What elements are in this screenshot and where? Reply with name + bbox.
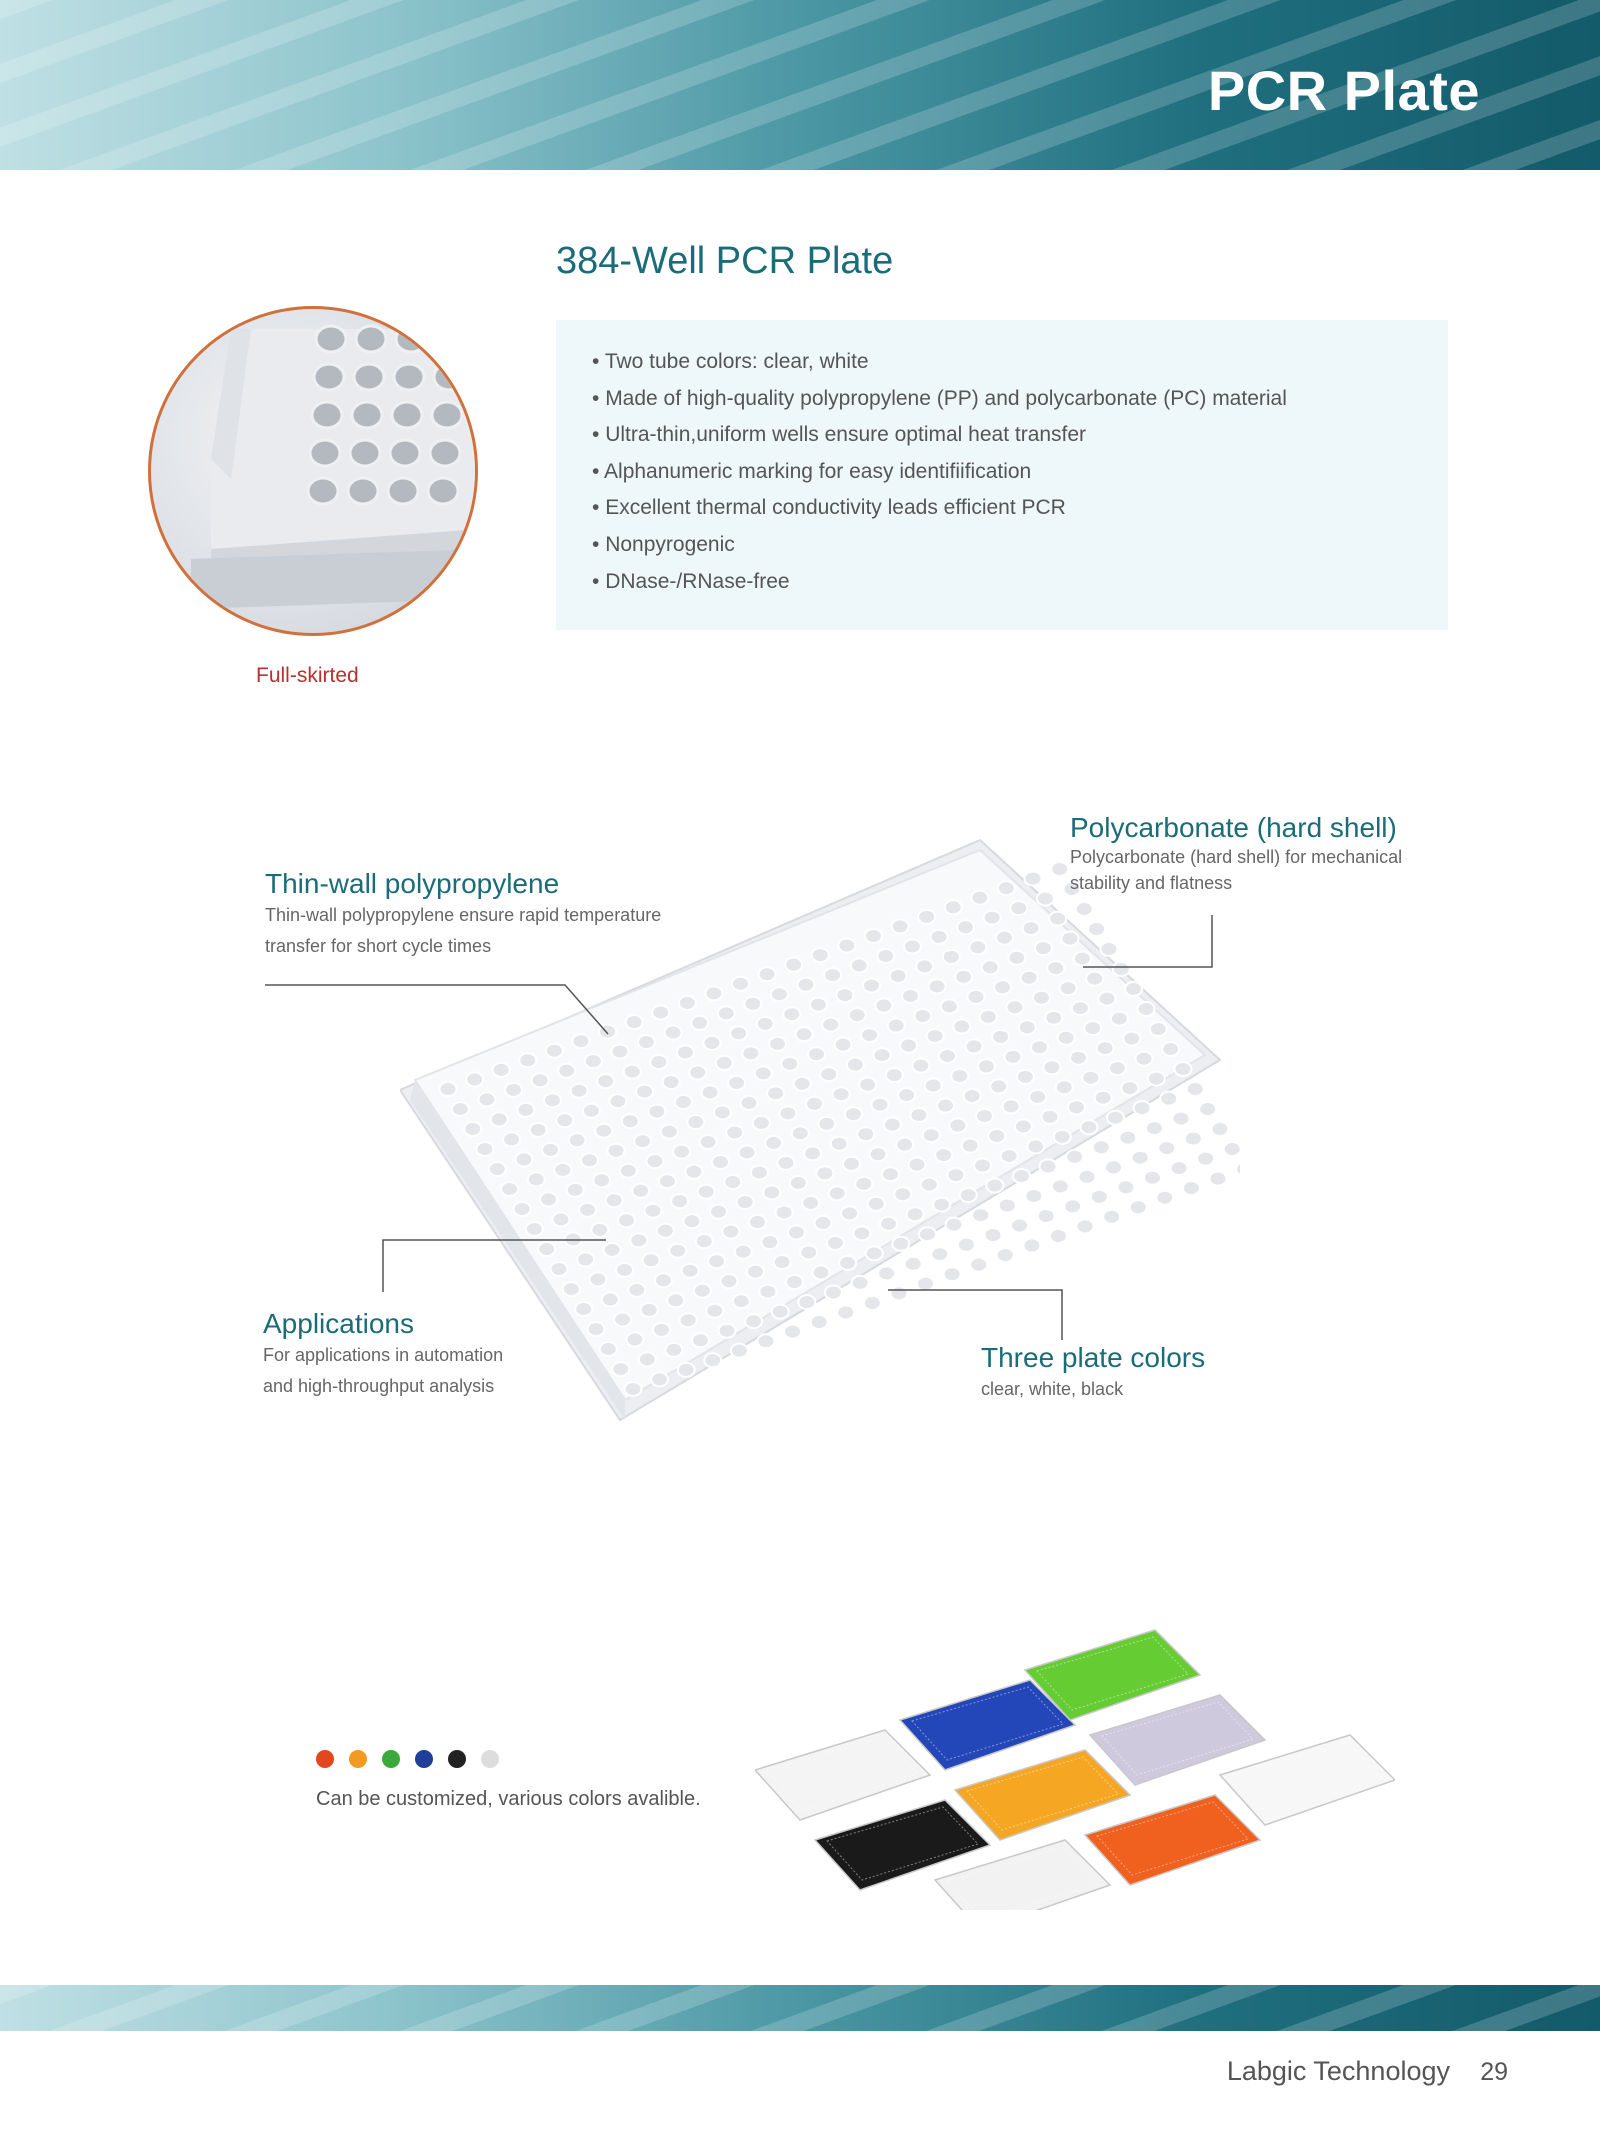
callout-text-line: stability and flatness: [1070, 873, 1233, 893]
section-title: 384-Well PCR Plate: [556, 240, 894, 282]
callout-polycarbonate: [1070, 812, 1402, 896]
callout-text-line: transfer for short cycle times: [265, 936, 492, 956]
swatch-dot: [349, 1750, 367, 1768]
page-title: PCR Plate: [1207, 59, 1480, 122]
feature-item: • Ultra-thin,uniform wells ensure optimal heat transfer: [592, 417, 1448, 454]
swatch-dot: [382, 1750, 400, 1768]
feature-item: • Nonpyrogenic: [592, 527, 1448, 564]
feature-item: • DNase-/RNase-free: [592, 564, 1448, 601]
page-number: 29: [1480, 2058, 1508, 2086]
callout-text-line: For applications in automation: [263, 1345, 504, 1365]
callout-plate-colors: [981, 1342, 1205, 1405]
feature-item: • Excellent thermal conductivity leads efficient PCR: [592, 490, 1448, 527]
callout-applications: [263, 1308, 503, 1402]
colored-plate: [955, 1750, 1130, 1840]
callout-title: Three plate colors: [981, 1342, 1206, 1373]
feature-item: • Made of high-quality polypropylene (PP) and polycarbonate (PC) material: [592, 381, 1448, 418]
full-skirted-caption: Full-skirted: [256, 664, 359, 687]
footer-banner: [0, 1985, 1600, 2031]
callout-thin-wall: [265, 868, 661, 962]
color-swatches: [316, 1750, 514, 1773]
colored-plates-image: [755, 1600, 1395, 1910]
swatch-dot: [481, 1750, 499, 1768]
callout-title: Thin-wall polypropylene: [265, 868, 560, 899]
swatch-dot: [316, 1750, 334, 1768]
swatch-dot: [448, 1750, 466, 1768]
colored-plate: [755, 1730, 930, 1820]
feature-item: • Two tube colors: clear, white: [592, 344, 1448, 381]
colored-plate: [1085, 1795, 1260, 1885]
callout-text-line: Thin-wall polypropylene ensure rapid temperature: [265, 905, 662, 925]
customization-caption: Can be customized, various colors avalible.: [316, 1788, 701, 1810]
feature-item: • Alphanumeric marking for easy identifiification: [592, 454, 1448, 491]
callout-text-line: clear, white, black: [981, 1379, 1124, 1399]
callout-title: Applications: [263, 1308, 414, 1339]
callout-text-line: and high-throughput analysis: [263, 1376, 495, 1396]
colored-plate: [1220, 1735, 1395, 1825]
callout-text-line: Polycarbonate (hard shell) for mechanical: [1070, 847, 1403, 867]
callout-title: Polycarbonate (hard shell): [1070, 812, 1397, 843]
company-name: Labgic Technology: [1226, 2056, 1450, 2086]
swatch-dot: [415, 1750, 433, 1768]
